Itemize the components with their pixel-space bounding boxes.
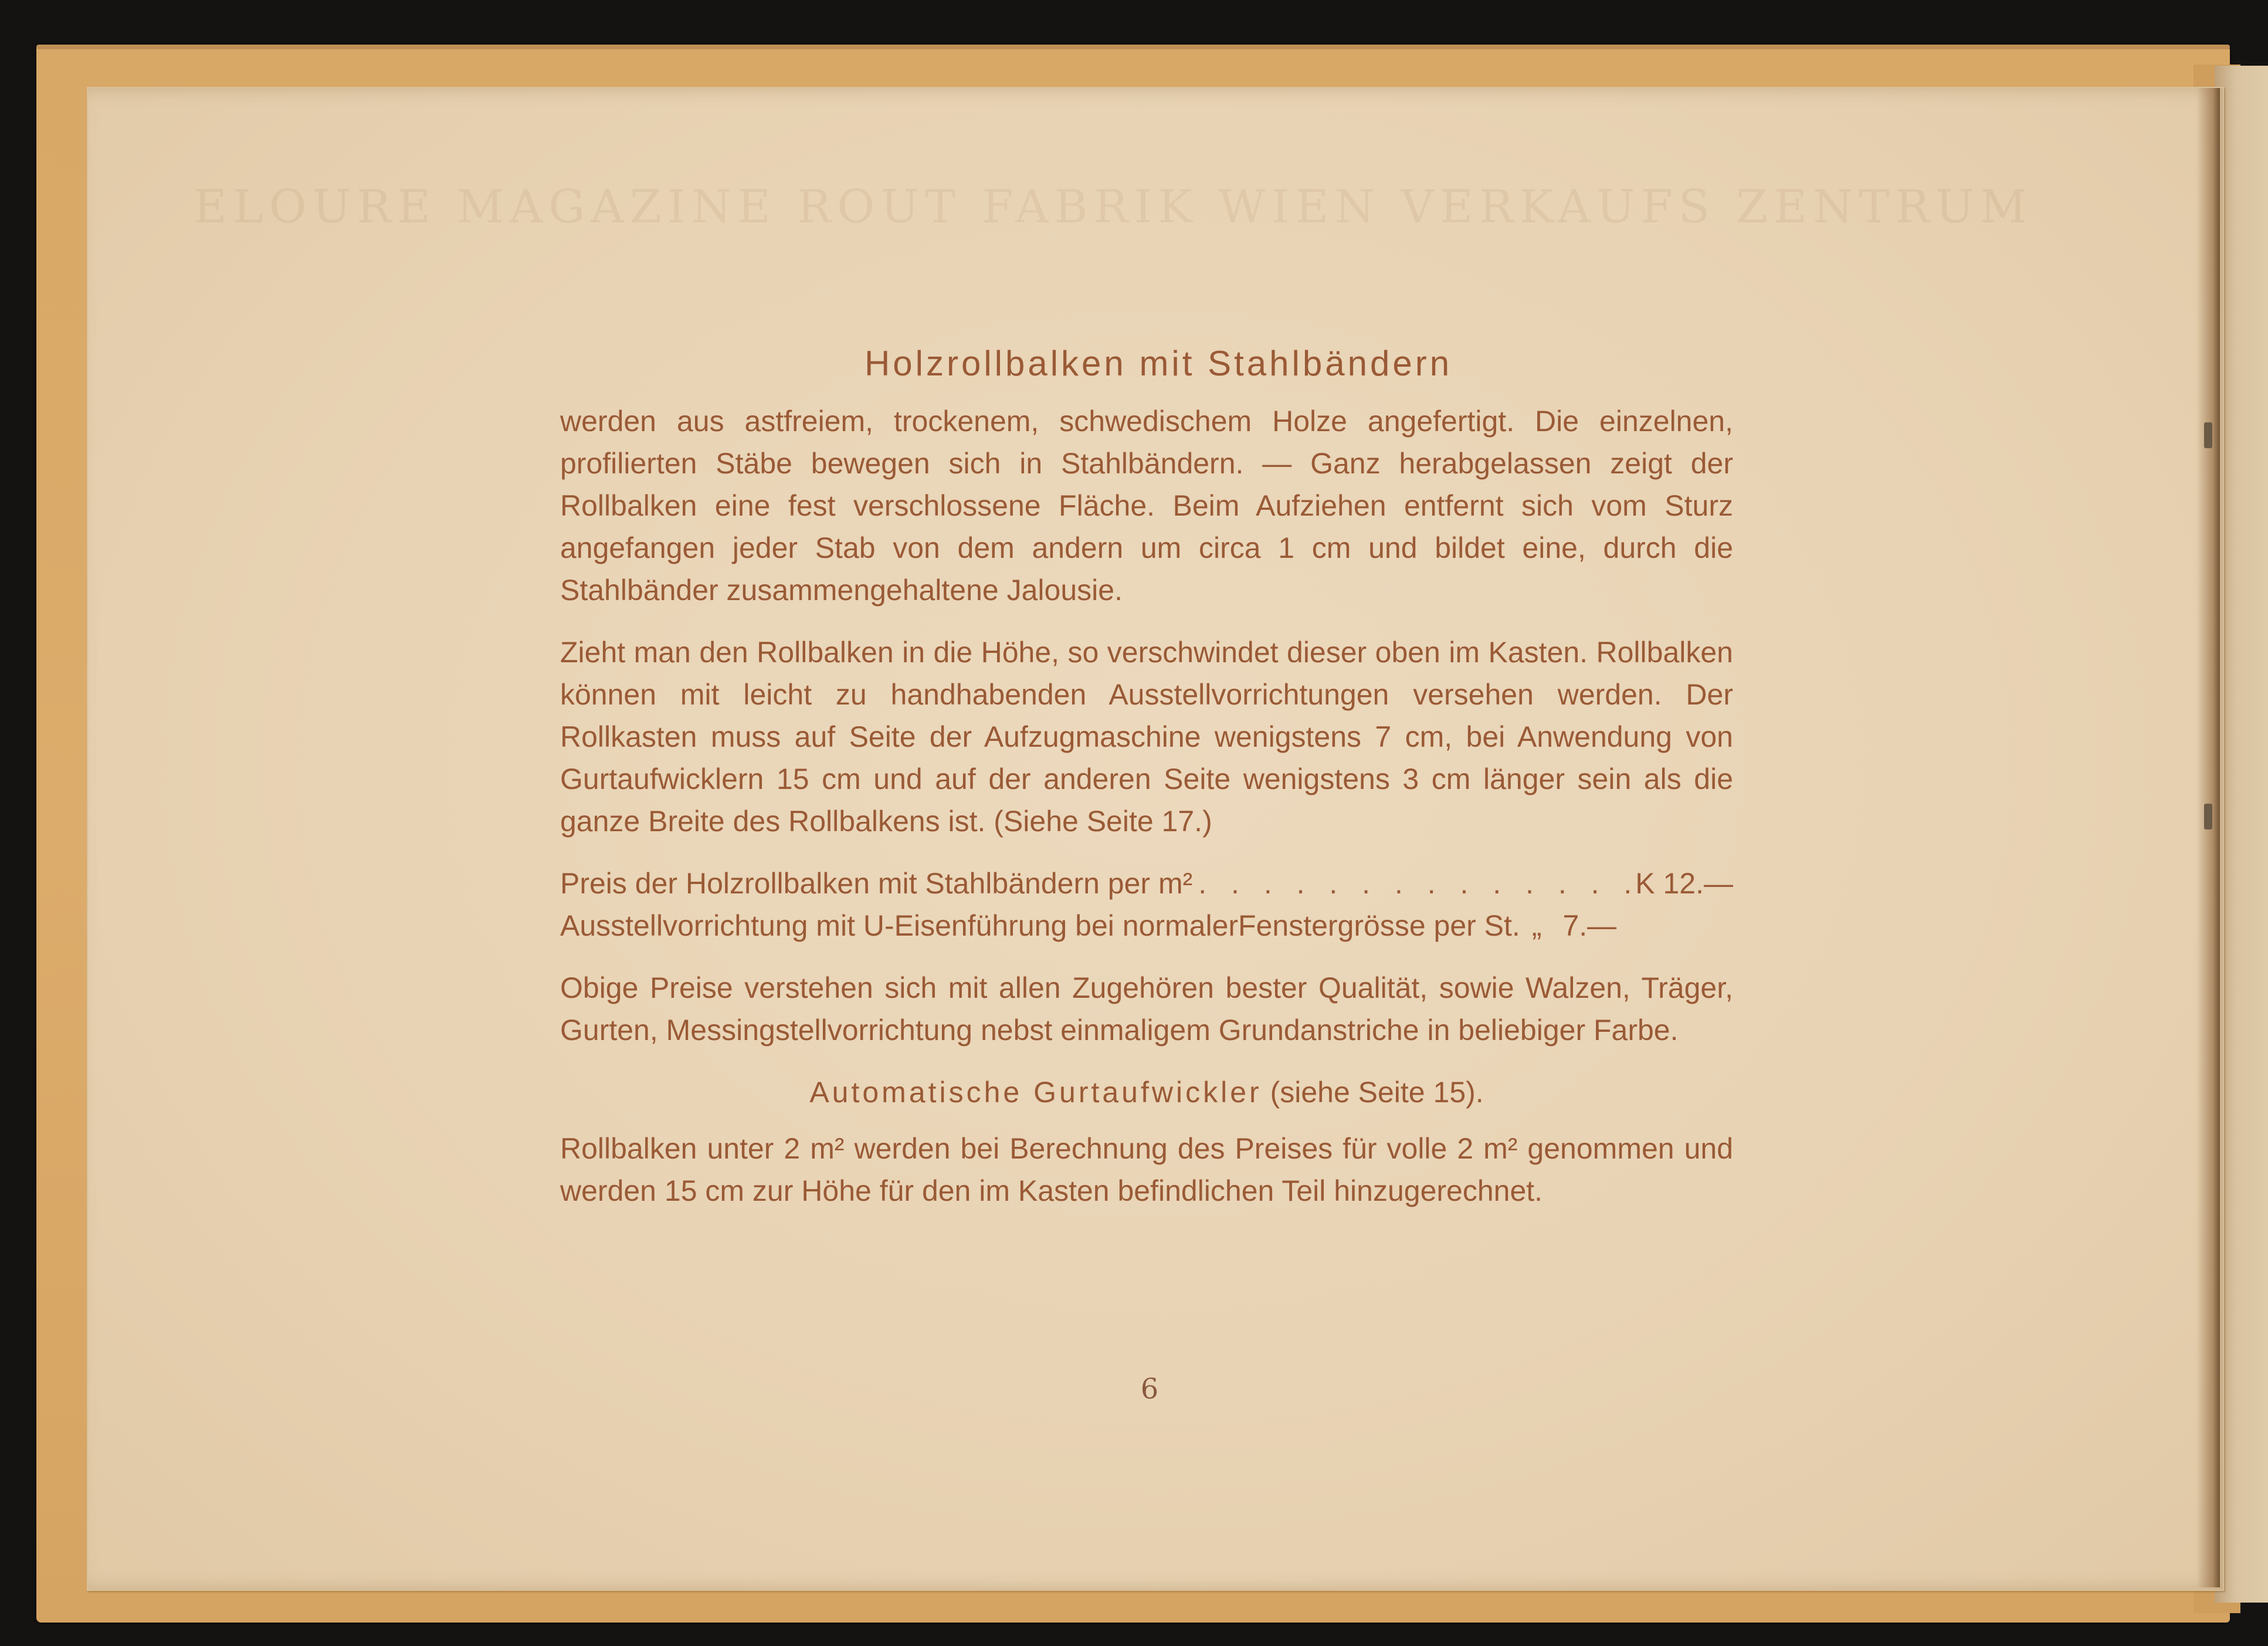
price-value: K 12.— bbox=[1635, 867, 1733, 900]
price-row bbox=[560, 862, 1733, 905]
description-paragraph-2: Zieht man den Rollbalken in die Höhe, so verschwindet dieser oben im Kasten. Rollbalken können mit leicht zu handhabenden Ausstellvorrichtungen versehen werden. Der Rollkasten muss auf Seite der Aufzugmaschine wenigstens 7 cm, bei Anwendung von Gurtaufwicklern 15 cm und auf der anderen Seite wenigstens 3 cm länger sein als die ganze Breite des Rollbalkens ist. (Siehe Seite 17.) bbox=[560, 636, 1733, 838]
leader-dots bbox=[1192, 862, 1635, 905]
subheading-note: (siehe Seite 15). bbox=[1270, 1076, 1484, 1109]
price-label: Ausstellvorrichtung mit U-Eisenführung bei normalerFenstergrösse per St. bbox=[560, 909, 1520, 942]
description-paragraph-4: Rollbalken unter 2 m² werden bei Berechnung des Preises für volle 2 m² genommen und werden 15 cm zur Höhe für den im Kasten befindlichen Teil hinzugerechnet. bbox=[560, 1132, 1733, 1207]
description-paragraph-1: werden aus astfreiem, trockenem, schwedischem Holze angefertigt. Die einzelnen, profilierten Stäbe bewegen sich in Stahlbändern. — Ganz herabgelassen zeigt der Rollbalken eine fest verschlossene Fläche. Beim Aufziehen entfernt sich vom Sturz angefangen jeder Stab von dem andern um circa 1 cm und bildet eine, durch die Stahlbänder zusammengehaltene Jalousie. bbox=[560, 405, 1733, 607]
page-title: Holzrollbalken mit Stahlbändern bbox=[864, 344, 1453, 383]
price-list bbox=[560, 862, 1733, 947]
price-label: Preis der Holzrollbalken mit Stahlbändern per m² bbox=[560, 867, 1193, 900]
description-paragraph-3: Obige Preise verstehen sich mit allen Zugehören bester Qualität, sowie Walzen, Träger, Gurten, Messingstellvorrichtung nebst einmaligem Grundanstriche in beliebiger Farbe. bbox=[560, 971, 1733, 1046]
subheading-title: Automatische Gurtaufwickler bbox=[809, 1076, 1262, 1109]
price-value: 7.— bbox=[1562, 909, 1617, 942]
show-through-text: ELOURE MAGAZINE ROUT FABRIK WIEN VERKAUFS ZENTRUM bbox=[194, 181, 2033, 233]
page-number: 6 bbox=[1140, 1373, 1159, 1405]
cover-top-edge bbox=[36, 45, 2230, 49]
staple bbox=[2204, 804, 2212, 829]
page-content bbox=[560, 340, 1733, 1232]
ditto-mark: „ bbox=[1531, 909, 1542, 942]
page-gutter-shadow bbox=[2196, 88, 2220, 1587]
subheading bbox=[560, 1071, 1733, 1113]
staple bbox=[2204, 422, 2212, 448]
price-row bbox=[560, 905, 1733, 947]
